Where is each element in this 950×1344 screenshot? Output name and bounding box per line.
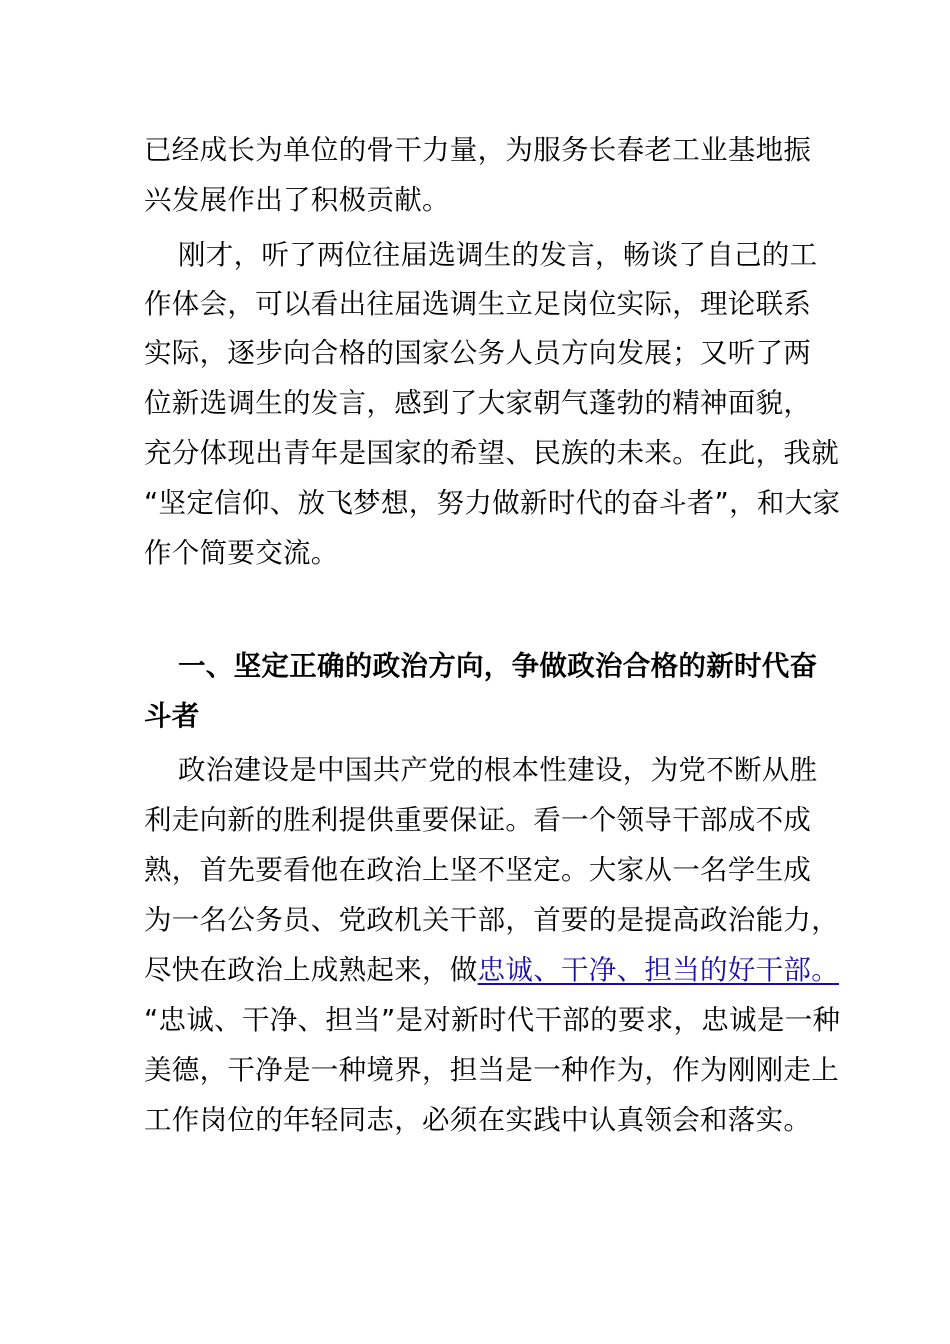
paragraph-3-line-3: 熟，首先要看他在政治上坚不坚定。大家从一名学生成 [144,854,812,886]
paragraph-2-line-7: 作个简要交流。 [144,537,339,569]
paragraph-3-line-5-text: 尽快在政治上成熟起来，做 [144,954,478,986]
paragraph-2-line-6: “坚定信仰、放飞梦想，努力做新时代的奋斗者”，和大家 [144,487,841,519]
paragraph-3-line-5 [144,950,840,990]
section-heading-line-2: 斗者 [144,700,200,732]
paragraph-3-line-7: 美德，干净是一种境界，担当是一种作为，作为刚刚走上 [144,1054,839,1086]
paragraph-2-line-4: 位新选调生的发言，感到了大家朝气蓬勃的精神面貌， [144,387,812,419]
paragraph-2-line-3: 实际，逐步向合格的国家公务人员方向发展；又听了两 [144,337,812,369]
section-heading-line-1: 一、坚定正确的政治方向，争做政治合格的新时代奋 [178,650,818,682]
paragraph-2-line-5: 充分体现出青年是国家的希望、民族的未来。在此，我就 [144,437,839,469]
paragraph-1-line-1: 已经成长为单位的骨干力量，为服务长春老工业基地振 [144,134,812,166]
paragraph-2-line-1: 刚才，听了两位往届选调生的发言，畅谈了自己的工 [178,239,818,271]
highlight-link[interactable]: 忠诚、干净、担当的好干部。 [477,954,840,986]
paragraph-3-line-4: 为一名公务员、党政机关干部，首要的是提高政治能力， [144,904,839,936]
paragraph-2-line-2: 作体会，可以看出往届选调生立足岗位实际，理论联系 [144,288,812,320]
paragraph-3-line-6: “忠诚、干净、担当”是对新时代干部的要求，忠诚是一种 [144,1004,841,1036]
paragraph-3-line-1: 政治建设是中国共产党的根本性建设，为党不断从胜 [178,754,818,786]
paragraph-3-line-2: 利走向新的胜利提供重要保证。看一个领导干部成不成 [144,804,812,836]
paragraph-3-line-8: 工作岗位的年轻同志，必须在实践中认真领会和落实。 [144,1104,812,1136]
paragraph-1-line-2: 兴发展作出了积极贡献。 [144,184,450,216]
